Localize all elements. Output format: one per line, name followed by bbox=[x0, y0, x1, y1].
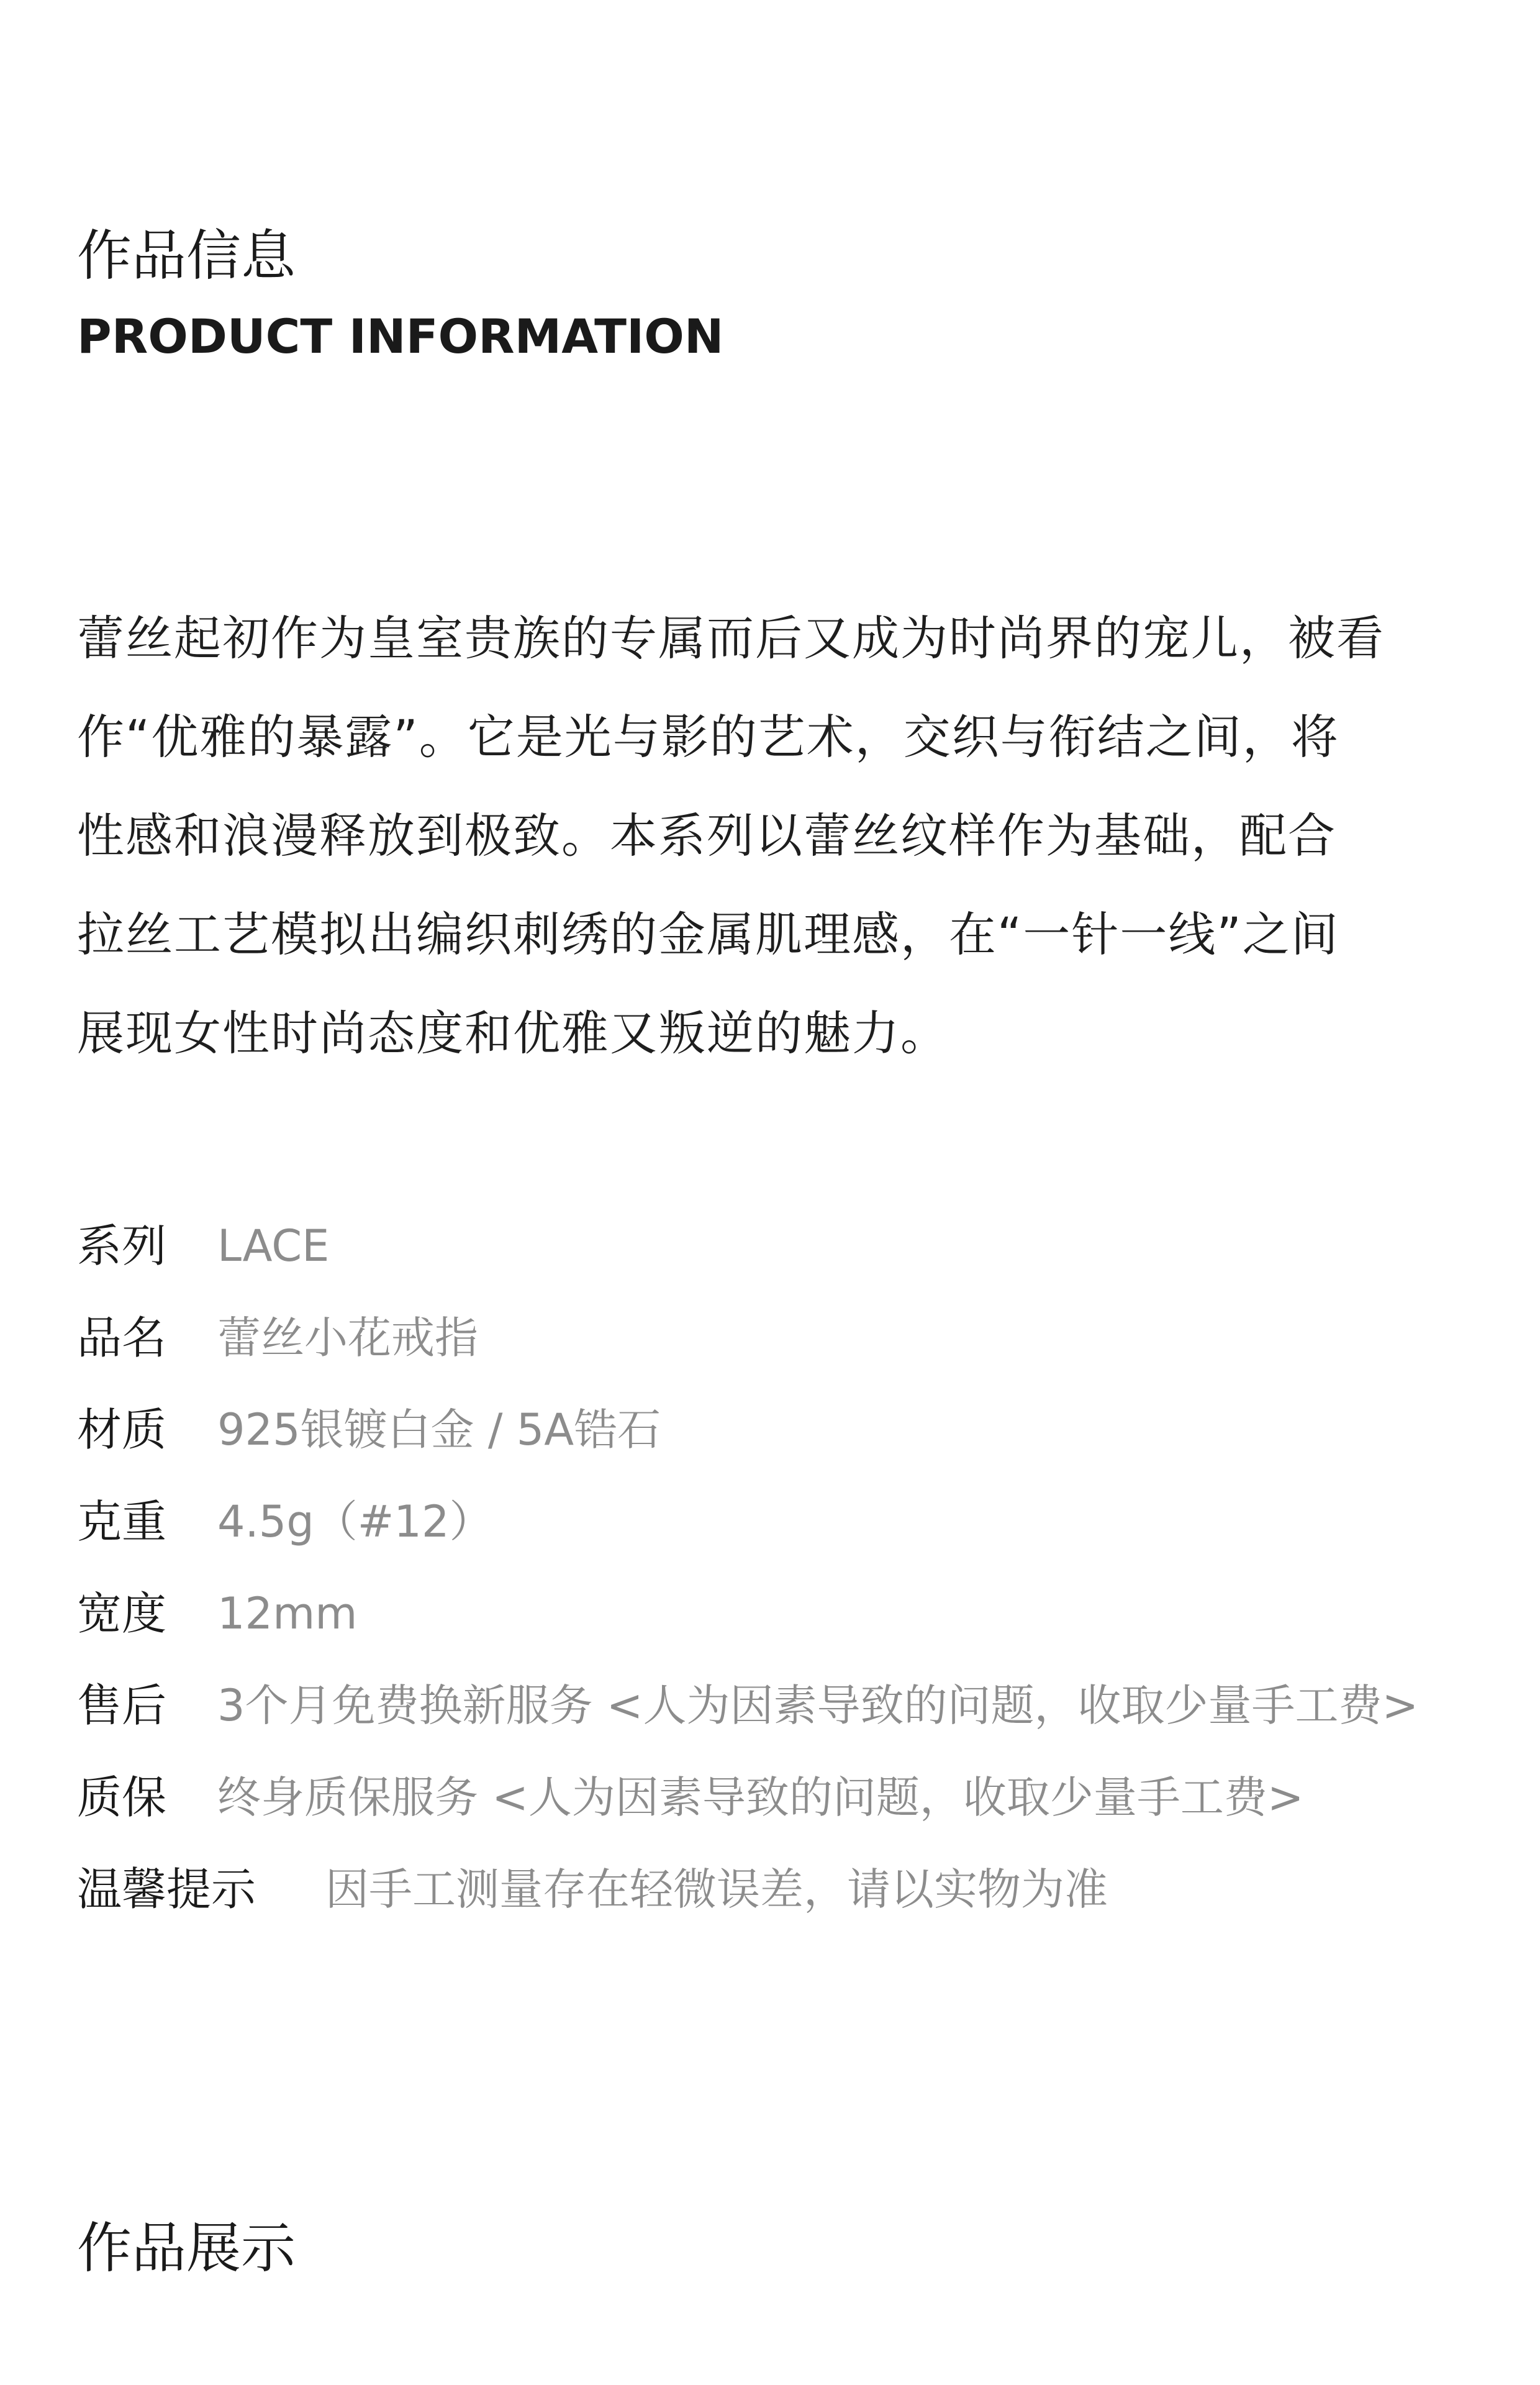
spec-label: 材质 bbox=[77, 1404, 167, 1456]
spec-value: 925银镀白金 / 5A锆石 bbox=[217, 1404, 661, 1455]
page-subtitle: PRODUCT INFORMATION bbox=[77, 309, 724, 364]
spec-value: LACE bbox=[217, 1220, 330, 1271]
page-title: 作品信息 bbox=[77, 224, 296, 288]
spec-value: 终身质保服务 <人为因素导致的问题，收取少量手工费> bbox=[217, 1772, 1304, 1823]
spec-value: 4.5g（#12） bbox=[217, 1496, 493, 1547]
spec-value: 因手工测量存在轻微误差，请以实物为准 bbox=[325, 1864, 1108, 1915]
spec-label: 质保 bbox=[77, 1771, 167, 1824]
spec-value: 蕾丝小花戒指 bbox=[217, 1312, 478, 1363]
description-line: 性感和浪漫释放到极致。本系列以蕾丝纹样作为基础，配合 bbox=[77, 808, 1336, 863]
spec-label: 售后 bbox=[77, 1679, 167, 1732]
spec-label: 温馨提示 bbox=[77, 1863, 256, 1915]
spec-label: 宽度 bbox=[77, 1588, 167, 1640]
spec-label: 品名 bbox=[77, 1312, 167, 1364]
product-description bbox=[77, 589, 1474, 1083]
spec-label: 克重 bbox=[77, 1496, 167, 1548]
showcase-title: 作品展示 bbox=[77, 2216, 296, 2280]
description-line: 作“优雅的暴露”。它是光与影的艺术，交织与衔结之间，将 bbox=[77, 709, 1339, 765]
spec-label: 系列 bbox=[77, 1220, 167, 1272]
spec-value: 12mm bbox=[217, 1588, 358, 1639]
description-line: 展现女性时尚态度和优雅又叛逆的魅力。 bbox=[77, 1006, 949, 1061]
description-line: 蕾丝起初作为皇室贵族的专属而后又成为时尚界的宠儿，被看 bbox=[77, 611, 1385, 666]
spec-value: 3个月免费换新服务 <人为因素导致的问题，收取少量手工费> bbox=[217, 1680, 1419, 1731]
description-line: 拉丝工艺模拟出编织刺绣的金属肌理感，在“一针一线”之间 bbox=[77, 907, 1339, 962]
